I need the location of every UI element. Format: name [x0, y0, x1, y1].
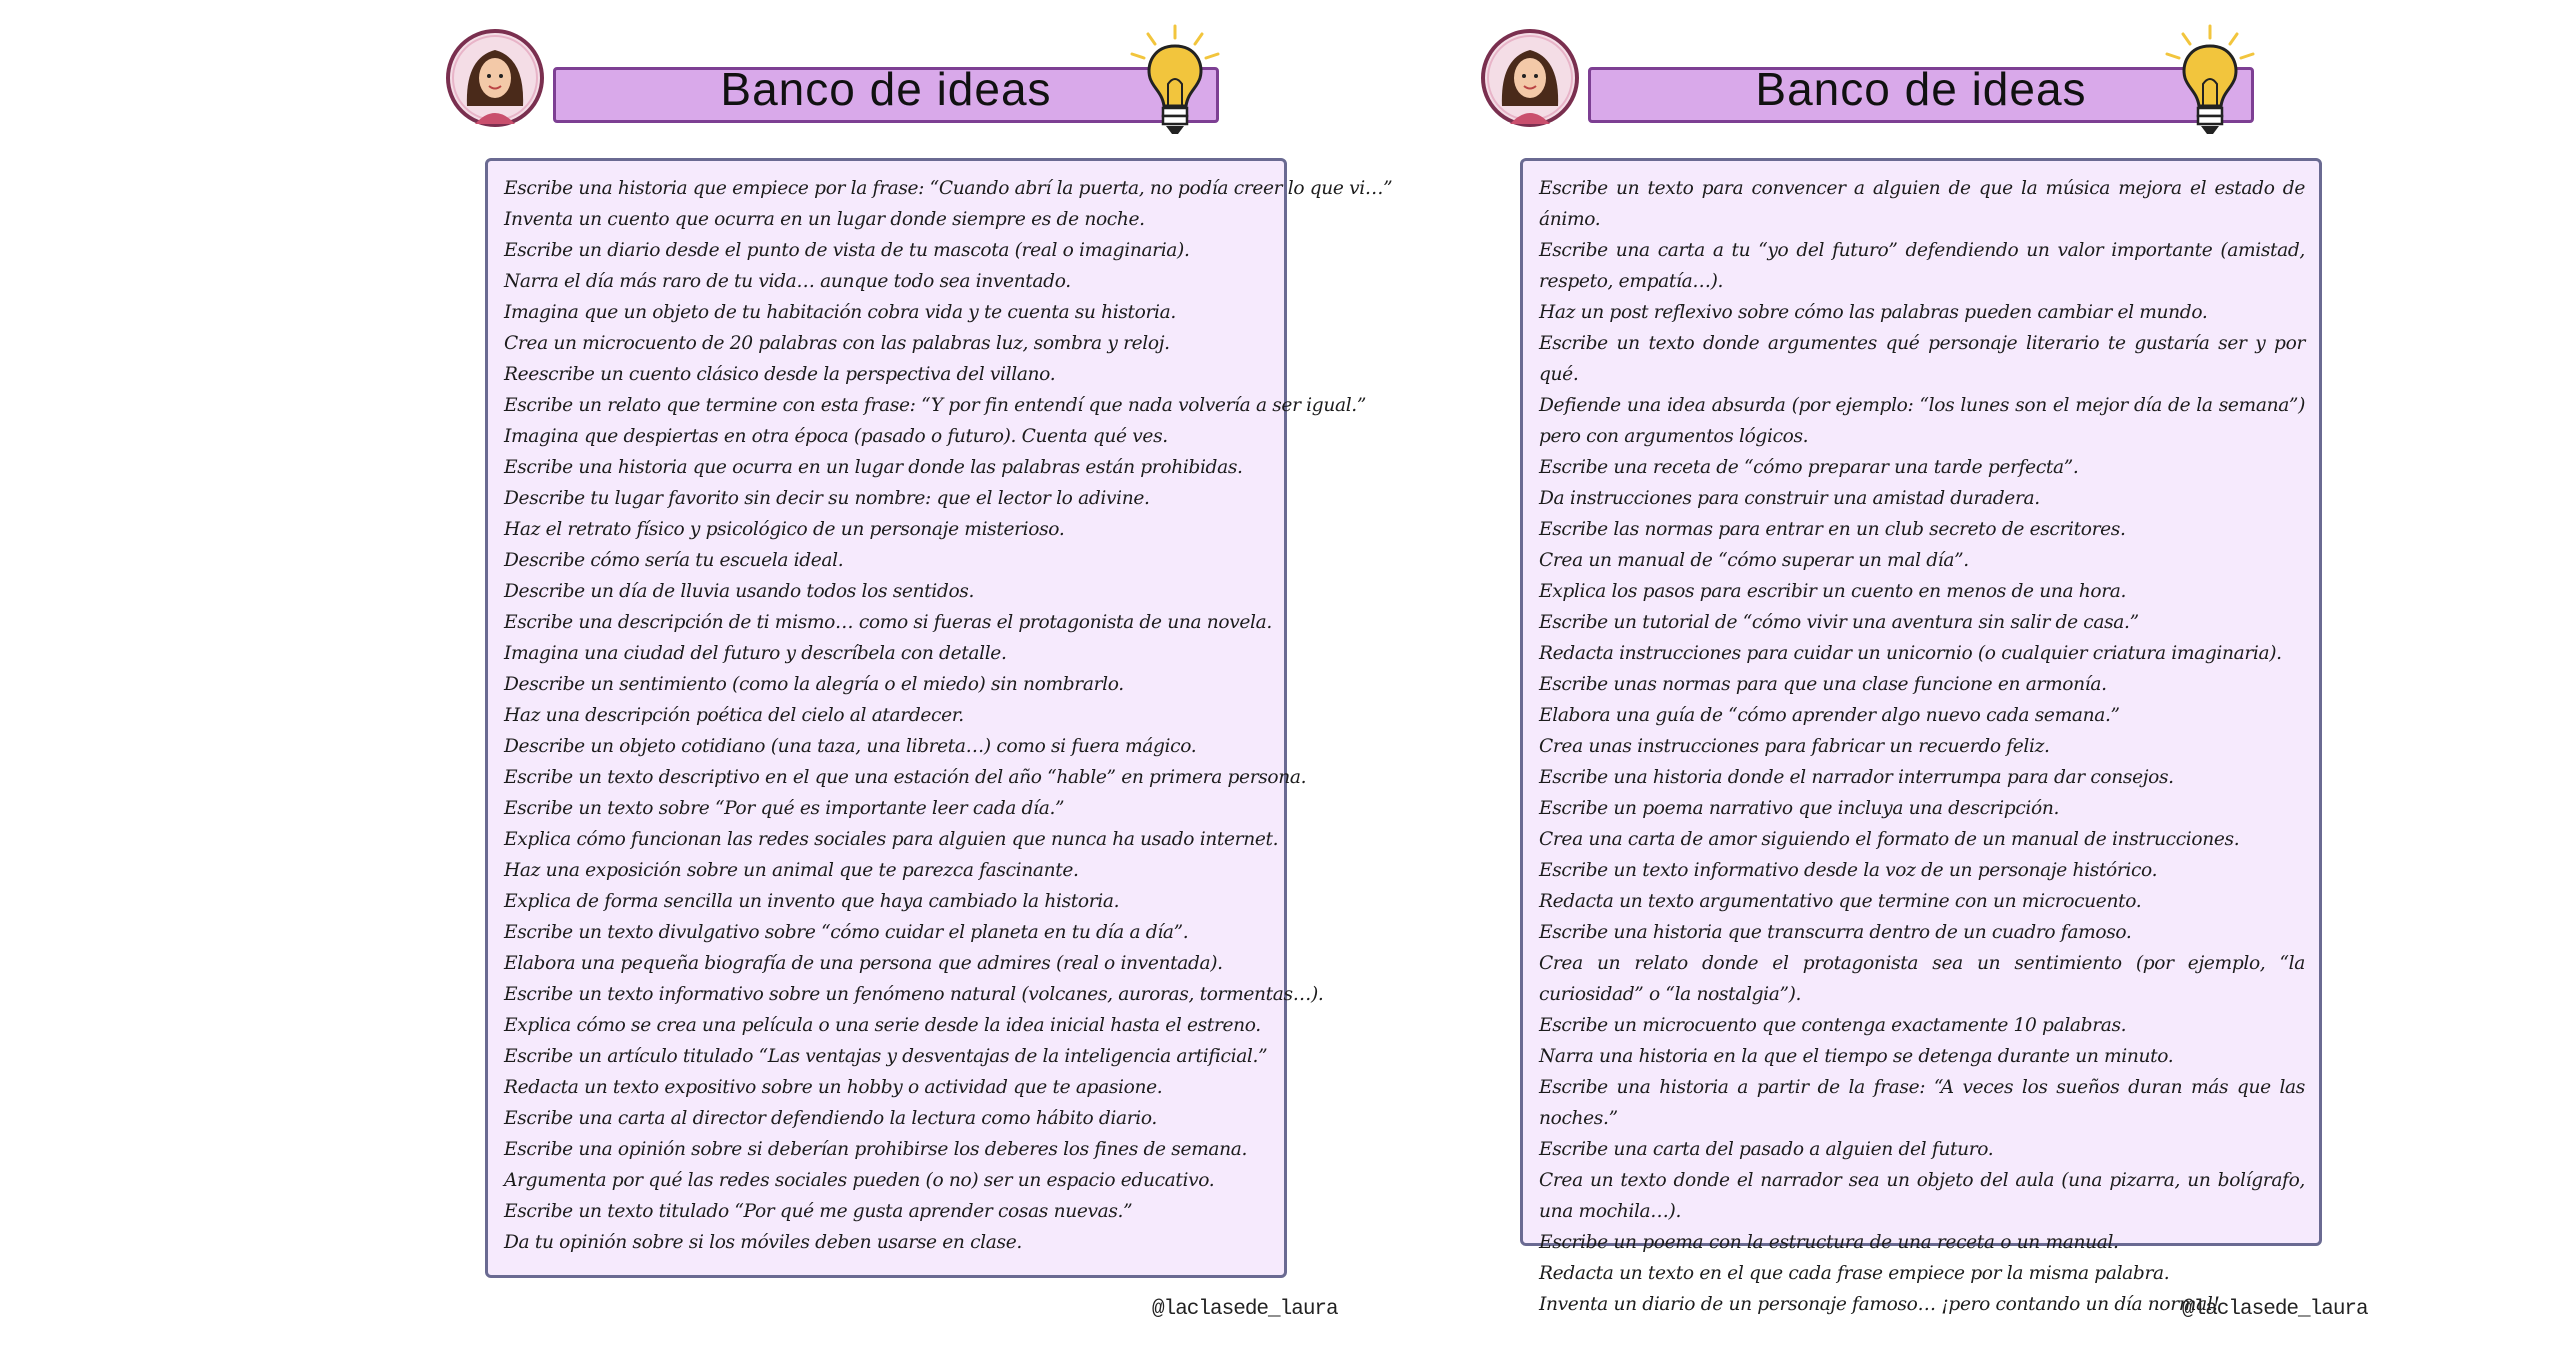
list-item: Crea un texto donde el narrador sea un objeto del aula (una pizarra, un bolígrafo, una mochila…). [1539, 1170, 2305, 1222]
list-item: Escribe un texto para convencer a alguien de que la música mejora el estado de ánimo. [1539, 178, 2305, 230]
list-item: Haz el retrato físico y psicológico de un personaje misterioso. [504, 519, 1065, 540]
list-item: Escribe un microcuento que contenga exactamente 10 palabras. [1539, 1015, 2127, 1036]
list-item: Escribe un artículo titulado “Las ventajas y desventajas de la inteligencia artificial.” [504, 1046, 1268, 1067]
list-item: Explica los pasos para escribir un cuento en menos de una hora. [1539, 581, 2127, 602]
list-item: Escribe una receta de “cómo preparar una tarde perfecta”. [1539, 457, 2079, 478]
list-item: Da instrucciones para construir una amistad duradera. [1539, 488, 2040, 509]
list-item: Escribe una historia que ocurra en un lugar donde las palabras están prohibidas. [504, 457, 1243, 478]
lightbulb-icon [2155, 22, 2265, 142]
list-item: Escribe un tutorial de “cómo vivir una aventura sin salir de casa.” [1539, 612, 2139, 633]
credit-handle: @laclasede_laura [1152, 1298, 1338, 1321]
list-item: Escribe un texto descriptivo en el que una estación del año “hable” en primera persona. [504, 767, 1307, 788]
list-item: Redacta un texto en el que cada frase empiece por la misma palabra. [1539, 1263, 2170, 1284]
list-item: Imagina que despiertas en otra época (pasado o futuro). Cuenta qué ves. [504, 426, 1168, 447]
list-item: Escribe un texto titulado “Por qué me gusta aprender cosas nuevas.” [504, 1201, 1133, 1222]
list-item: Crea unas instrucciones para fabricar un recuerdo feliz. [1539, 736, 2050, 757]
list-item: Describe tu lugar favorito sin decir su nombre: que el lector lo adivine. [504, 488, 1150, 509]
page-left [445, 0, 1393, 1371]
list-item: Escribe una opinión sobre si deberían prohibirse los deberes los fines de semana. [504, 1139, 1248, 1160]
page-title: Banco de ideas [1755, 63, 2087, 115]
list-item: Redacta instrucciones para cuidar un unicornio (o cualquier criatura imaginaria). [1539, 643, 2282, 664]
list-item: Escribe un poema con la estructura de una receta o un manual. [1539, 1232, 2119, 1253]
ideas-list [1539, 173, 2305, 1320]
list-item: Redacta un texto expositivo sobre un hobby o actividad que te apasione. [504, 1077, 1163, 1098]
list-item: Elabora una guía de “cómo aprender algo nuevo cada semana.” [1539, 705, 2120, 726]
list-item: Escribe un diario desde el punto de vista de tu mascota (real o imaginaria). [504, 240, 1190, 261]
list-item: Escribe una historia a partir de la frase: “A veces los sueños duran más que las noches.” [1539, 1077, 2305, 1129]
list-item: Inventa un cuento que ocurra en un lugar donde siempre es de noche. [504, 209, 1145, 230]
list-item: Escribe un texto donde argumentes qué personaje literario te gustaría ser y por qué. [1539, 333, 2305, 385]
credit-handle: @laclasede_laura [2182, 1298, 2368, 1321]
list-item: Escribe una historia que empiece por la frase: “Cuando abrí la puerta, no podía creer lo que vi…” [504, 178, 1393, 199]
list-item: Escribe un relato que termine con esta frase: “Y por fin entendí que nada volvería a ser igual.” [504, 395, 1367, 416]
header [445, 22, 1245, 142]
ideas-card [485, 158, 1393, 1278]
list-item: Escribe un texto divulgativo sobre “cómo cuidar el planeta en tu día a día”. [504, 922, 1189, 943]
list-item: Crea un manual de “cómo superar un mal día”. [1539, 550, 1969, 571]
list-item: Reescribe un cuento clásico desde la perspectiva del villano. [504, 364, 1056, 385]
avatar [1480, 28, 1580, 128]
list-item: Elabora una pequeña biografía de una persona que admires (real o inventada). [504, 953, 1223, 974]
list-item: Escribe un texto informativo sobre un fenómeno natural (volcanes, auroras, tormentas…). [504, 984, 1324, 1005]
ideas-list [504, 173, 1393, 1258]
list-item: Escribe una historia donde el narrador interrumpa para dar consejos. [1539, 767, 2174, 788]
list-item: Escribe un texto sobre “Por qué es importante leer cada día.” [504, 798, 1065, 819]
list-item: Haz una descripción poética del cielo al atardecer. [504, 705, 964, 726]
header [1480, 22, 2280, 142]
list-item: Escribe las normas para entrar en un club secreto de escritores. [1539, 519, 2126, 540]
list-item: Describe un objeto cotidiano (una taza, una libreta…) como si fuera mágico. [504, 736, 1197, 757]
list-item: Haz un post reflexivo sobre cómo las palabras pueden cambiar el mundo. [1539, 302, 2208, 323]
lightbulb-icon [1120, 22, 1230, 142]
list-item: Describe un sentimiento (como la alegría o el miedo) sin nombrarlo. [504, 674, 1124, 695]
list-item: Narra el día más raro de tu vida… aunque todo sea inventado. [504, 271, 1071, 292]
list-item: Escribe una carta del pasado a alguien del futuro. [1539, 1139, 1994, 1160]
list-item: Crea un relato donde el protagonista sea un sentimiento (por ejemplo, “la curiosidad” o “la nostalgia”). [1539, 953, 2305, 1005]
list-item: Describe un día de lluvia usando todos los sentidos. [504, 581, 975, 602]
list-item: Escribe una descripción de ti mismo… como si fueras el protagonista de una novela. [504, 612, 1272, 633]
page-right [1480, 0, 2368, 1371]
list-item: Describe cómo sería tu escuela ideal. [504, 550, 844, 571]
avatar [445, 28, 545, 128]
list-item: Inventa un diario de un personaje famoso… ¡pero contando un día normal! [1539, 1294, 2220, 1315]
list-item: Escribe unas normas para que una clase funcione en armonía. [1539, 674, 2107, 695]
list-item: Da tu opinión sobre si los móviles deben usarse en clase. [504, 1232, 1022, 1253]
list-item: Defiende una idea absurda (por ejemplo: “los lunes son el mejor día de la semana”) pero con argumentos lógicos. [1539, 395, 2305, 447]
list-item: Escribe un texto informativo desde la voz de un personaje histórico. [1539, 860, 2158, 881]
page-title: Banco de ideas [720, 63, 1052, 115]
list-item: Escribe una carta a tu “yo del futuro” defendiendo un valor importante (amistad, respeto, empatía…). [1539, 240, 2305, 292]
list-item: Redacta un texto argumentativo que termine con un microcuento. [1539, 891, 2142, 912]
list-item: Crea una carta de amor siguiendo el formato de un manual de instrucciones. [1539, 829, 2240, 850]
list-item: Argumenta por qué las redes sociales pueden (o no) ser un espacio educativo. [504, 1170, 1215, 1191]
list-item: Imagina una ciudad del futuro y descríbela con detalle. [504, 643, 1007, 664]
list-item: Haz una exposición sobre un animal que te parezca fascinante. [504, 860, 1079, 881]
list-item: Narra una historia en la que el tiempo se detenga durante un minuto. [1539, 1046, 2174, 1067]
list-item: Escribe una carta al director defendiendo la lectura como hábito diario. [504, 1108, 1157, 1129]
list-item: Explica cómo se crea una película o una serie desde la idea inicial hasta el estreno. [504, 1015, 1261, 1036]
list-item: Escribe un poema narrativo que incluya una descripción. [1539, 798, 2060, 819]
list-item: Crea un microcuento de 20 palabras con las palabras luz, sombra y reloj. [504, 333, 1170, 354]
list-item: Escribe una historia que transcurra dentro de un cuadro famoso. [1539, 922, 2132, 943]
list-item: Explica cómo funcionan las redes sociales para alguien que nunca ha usado internet. [504, 829, 1279, 850]
list-item: Explica de forma sencilla un invento que haya cambiado la historia. [504, 891, 1120, 912]
list-item: Imagina que un objeto de tu habitación cobra vida y te cuenta su historia. [504, 302, 1176, 323]
